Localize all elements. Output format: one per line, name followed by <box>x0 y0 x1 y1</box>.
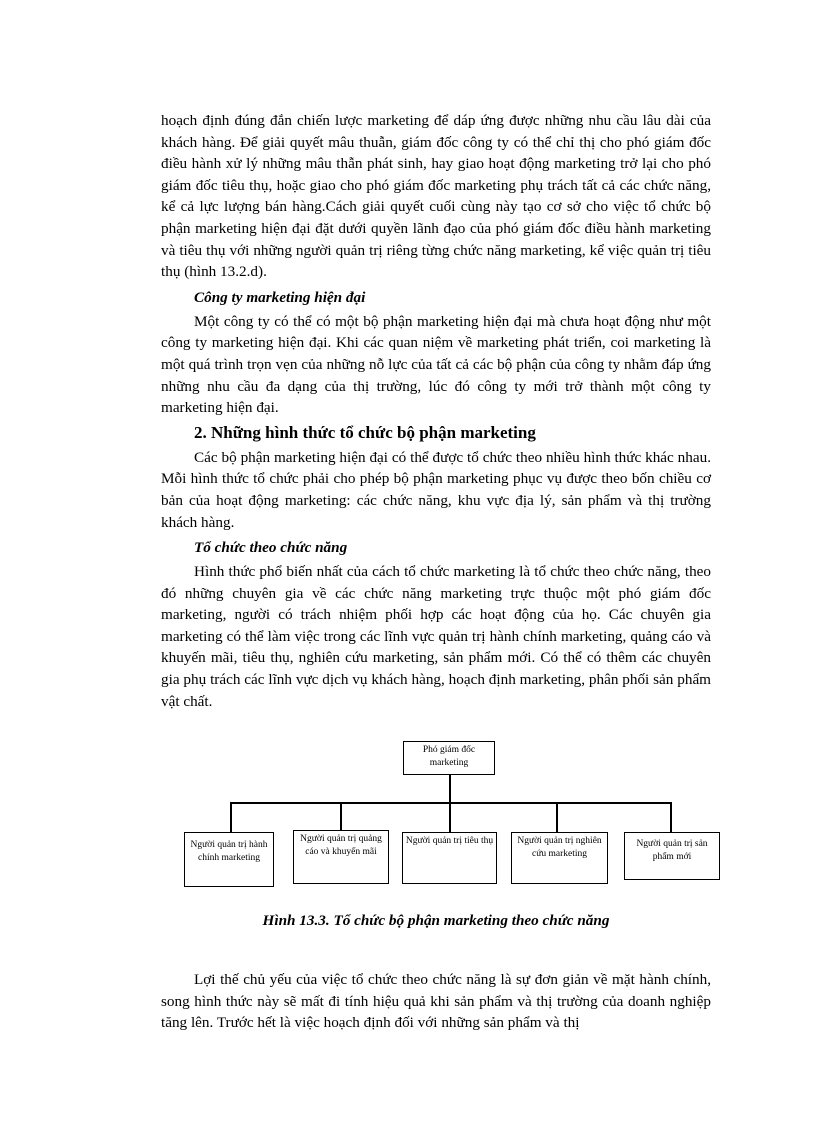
figure-caption: Hình 13.3. Tổ chức bộ phận marketing theo chức năng <box>262 912 610 929</box>
paragraph-2: Một công ty có thể có một bộ phận marketing hiện đại mà chưa hoạt động như một công ty marketing hiện đại. Khi các quan niệm về marketing phát triển, coi marketing là một quá trình trọn vẹn của những nỗ lực của tất cả các bộ phận của công ty nhằm đáp ứng những nhu cầu đa dạng của thị trường, lúc đó công ty mới trở thành một công ty marketing hiện đại. <box>161 312 711 417</box>
body-text <box>161 110 711 712</box>
org-box-child-3: Người quản trị tiêu thụ <box>402 832 497 884</box>
connector-child-1 <box>230 802 232 832</box>
connector-vertical-top <box>449 775 451 803</box>
subheading-functional: Tổ chức theo chức năng <box>194 539 348 557</box>
org-box-child-2: Người quản trị quảng cáo và khuyến mãi <box>293 830 389 884</box>
connector-child-2 <box>340 802 342 830</box>
connector-horizontal <box>230 802 672 804</box>
section-heading-2: 2. Những hình thức tổ chức bộ phận marketing <box>194 422 536 442</box>
paragraph-5: Lợi thế chủ yếu của việc tổ chức theo chức năng là sự đơn giản về mặt hành chính, song hình thức này sẽ mất đi tính hiệu quả khi sản phẩm và thị trường của doanh nghiệp tăng lên. Trước hết là việc hoạch định đối với những sản phẩm và thị <box>161 971 711 1032</box>
body-text-after <box>161 969 711 1034</box>
connector-child-3 <box>449 802 451 832</box>
org-box-child-1: Người quản trị hành chính marketing <box>184 832 274 887</box>
org-box-child-5: Người quản trị sản phẩm mới <box>624 832 720 880</box>
paragraph-4: Hình thức phổ biến nhất của cách tổ chức marketing là tổ chức theo chức năng, theo đó những chuyên gia về các chức năng marketing trực thuộc một phó giám đốc marketing, người có trách nhiệm phối hợp các hoạt động của họ. Các chuyên gia marketing có thể làm việc trong các lĩnh vực quản trị hành chính marketing, quảng cáo và khuyến mãi, tiêu thụ, nghiên cứu marketing, sản phẩm mới. Có thể có thêm các chuyên gia phụ trách các lĩnh vực dịch vụ khách hàng, hoạch định marketing, phân phối sản phẩm vật chất. <box>161 563 711 710</box>
paragraph-1: hoạch định đúng đắn chiến lược marketing để dáp ứng được những nhu cầu lâu dài của khách hàng. Để giải quyết mâu thuẫn, giám đốc công ty có thể chỉ thị cho phó giám đốc điều hành xử lý những mâu thẫn phát sinh, hay giao hoạt động marketing trở lại cho phó giám đốc tiêu thụ, hoặc giao cho phó giám đốc marketing phụ trách tất cả các chức năng, kể cả lực lượng bán hàng.Cách giải quyết cuối cùng này tạo cơ sở cho việc tổ chức bộ phận marketing hiện đại đặt dưới quyền lãnh đạo của phó giám đốc điều hành marketing và tiêu thụ với những người quản trị riêng từng chức năng marketing, kể việc quản trị tiêu thụ (hình 13.2.d). <box>161 112 711 281</box>
paragraph-3: Các bộ phận marketing hiện đại có thể được tổ chức theo nhiều hình thức khác nhau. Mỗi hình thức tổ chức phải cho phép bộ phận marketing phục vụ được theo bốn chiều cơ bản của hoạt động marketing: các chức năng, khu vực địa lý, sản phẩm và thị trường khách hàng. <box>161 448 711 531</box>
subheading-modern-company: Công ty marketing hiện đại <box>194 288 366 306</box>
org-box-child-4: Người quản trị nghiên cứu marketing <box>511 832 608 884</box>
org-box-top: Phó giám đốc marketing <box>403 741 495 775</box>
connector-child-5 <box>670 802 672 832</box>
connector-child-4 <box>556 802 558 832</box>
